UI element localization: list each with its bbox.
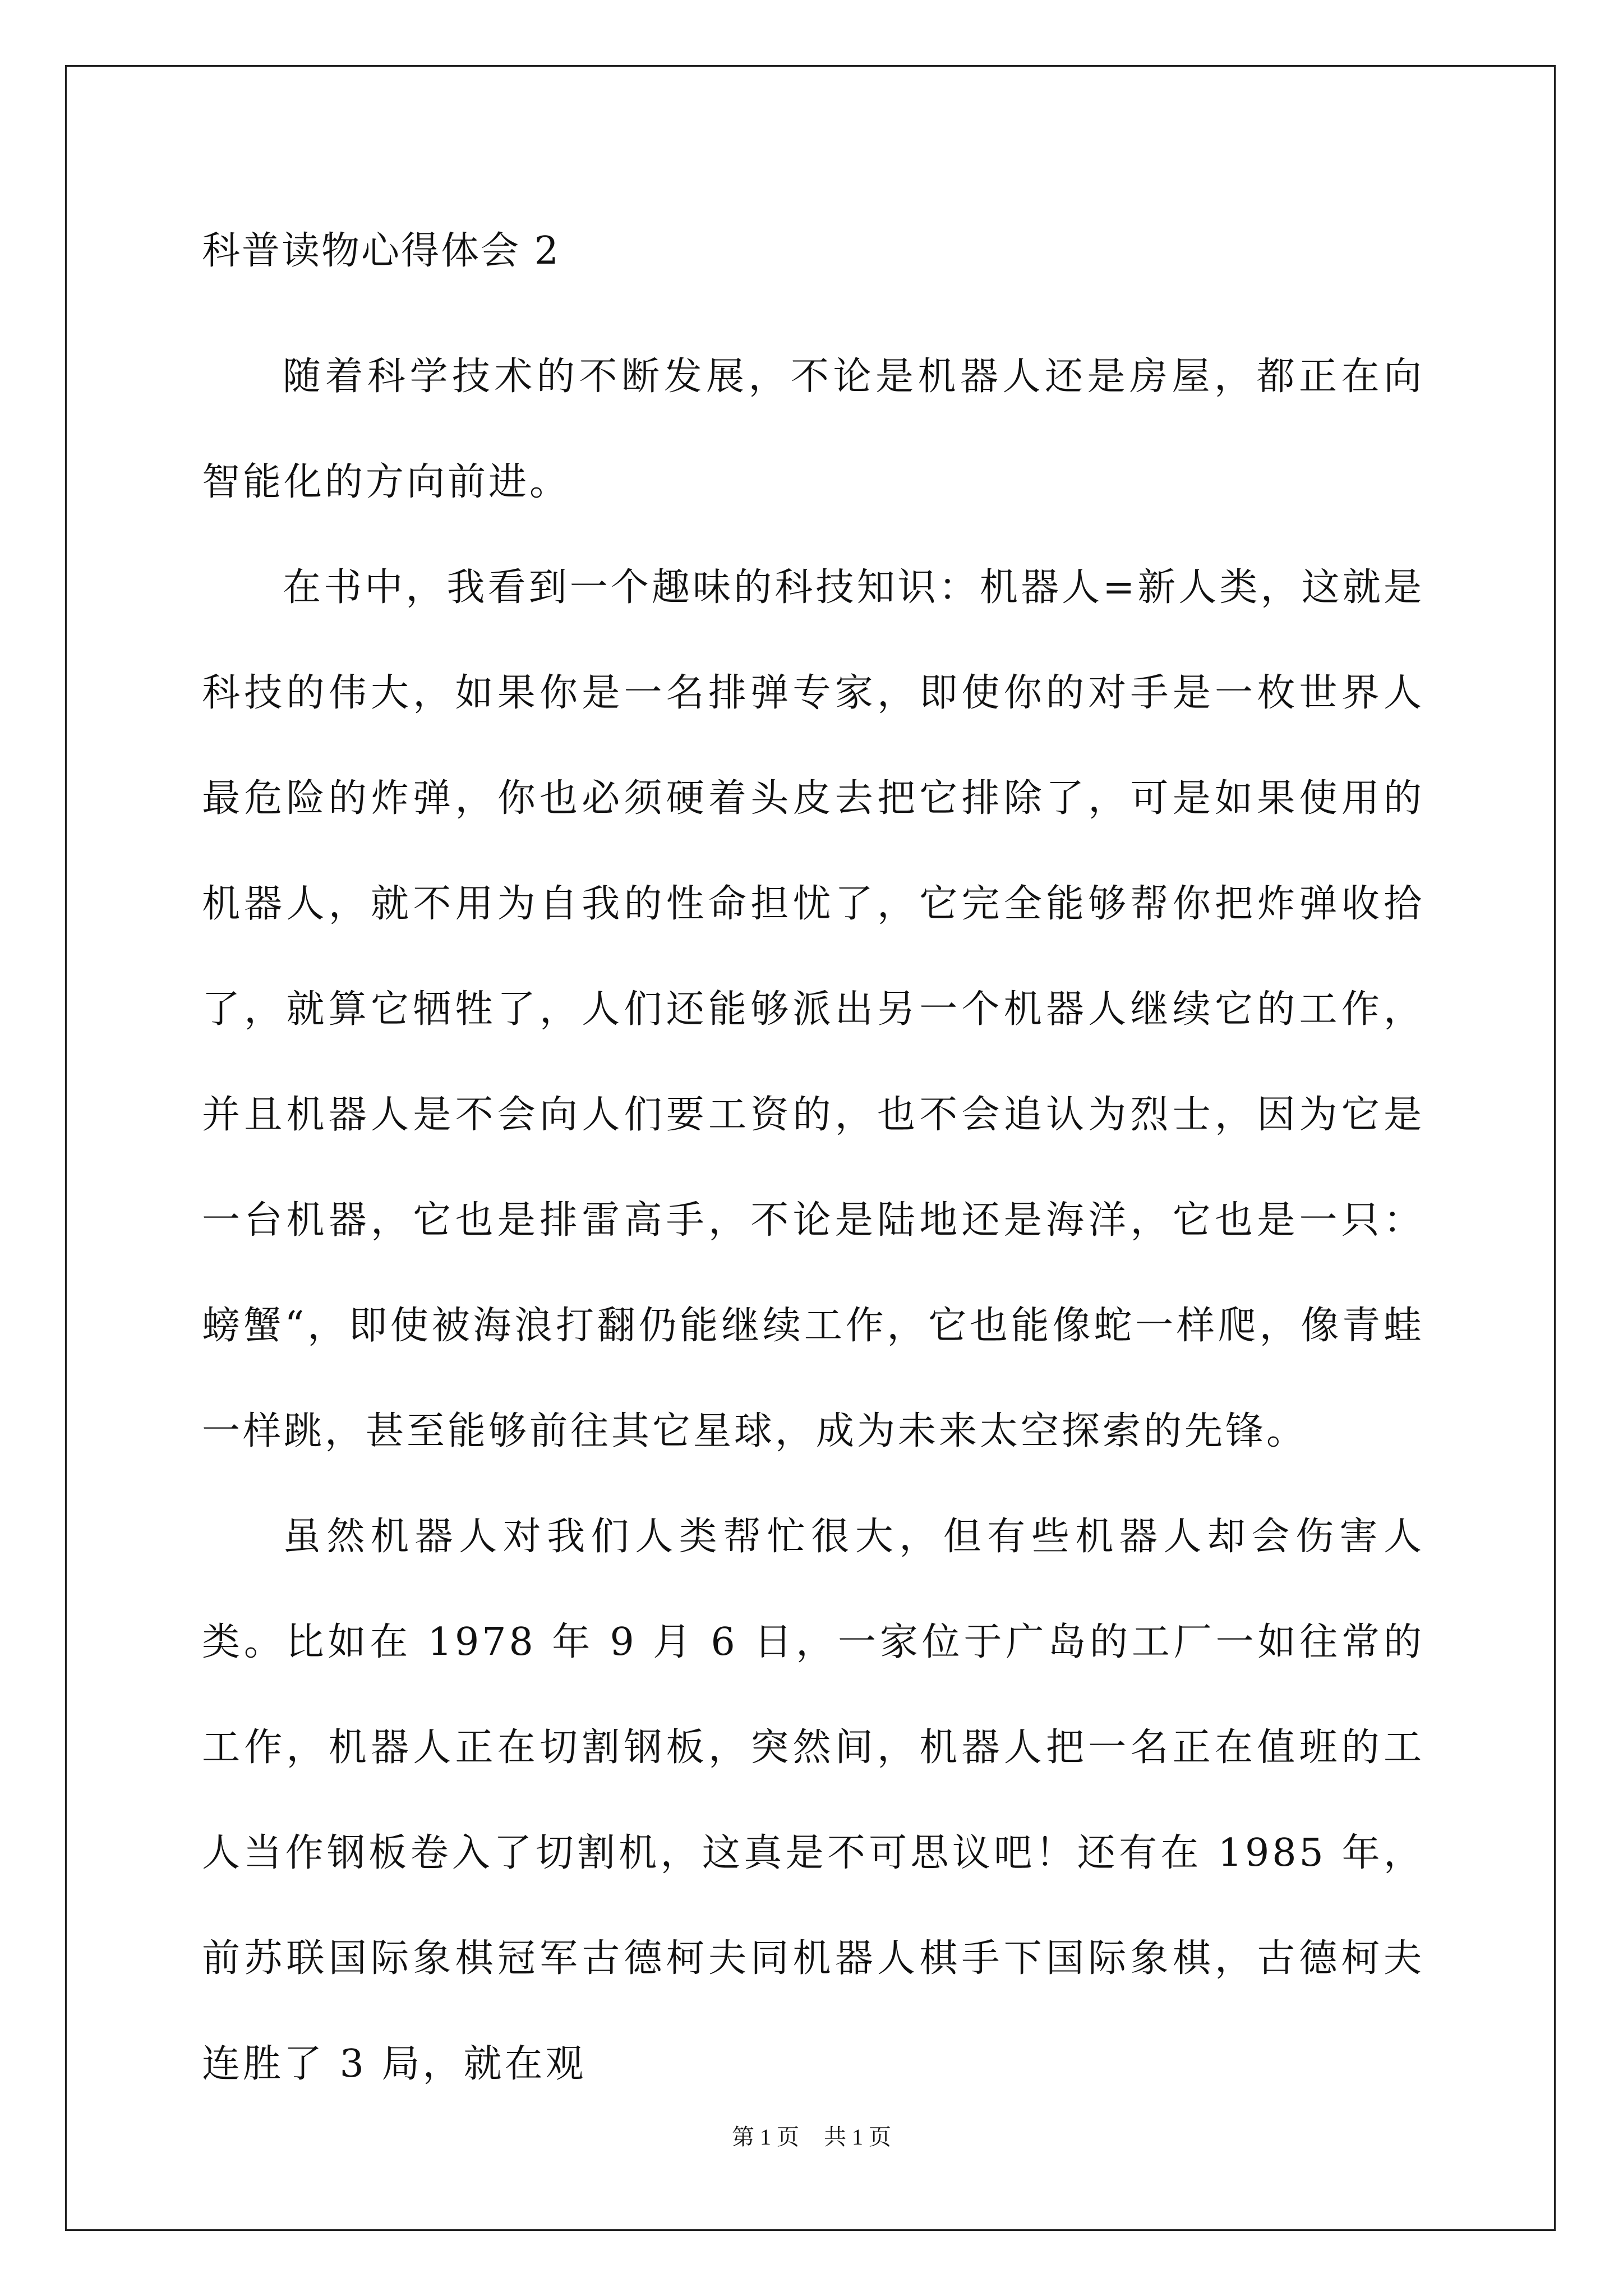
document-title: 科普读物心得体会 2 xyxy=(202,229,560,273)
page-total: 共 1 页 xyxy=(824,2124,891,2150)
document-body xyxy=(202,218,1424,2117)
page-footer xyxy=(0,2120,1623,2154)
paragraph: 在书中，我看到一个趣味的科技知识：机器人=新人类，这就是科技的伟大，如果你是一名排弹专家，即使你的对手是一枚世界人最危险的炸弹，你也必须硬着头皮去把它排除了，可是如果使用的机器人，就不用为自我的性命担忧了，它完全能够帮你把炸弹收拾了，就算它牺牲了，人们还能够派出另一个机器人继续它的工作，并且机器人是不会向人们要工资的，也不会追认为烈士，因为它是一台机器，它也是排雷高手，不论是陆地还是海洋，它也是一只：螃蟹“，即使被海浪打翻仍能继续工作，它也能像蛇一样爬，像青蛙一样跳，甚至能够前往其它星球，成为未来太空探索的先锋。 xyxy=(202,565,1424,1453)
page-number: 第 1 页 xyxy=(732,2124,799,2150)
paragraph: 虽然机器人对我们人类帮忙很大，但有些机器人却会伤害人类。比如在 1978 年 9 月 6 日，一家位于广岛的工厂一如往常的工作，机器人正在切割钢板，突然间，机器人把一名正在值班的工人当作钢板卷入了切割机，这真是不可思议吧！还有在 1985 年，前苏联国际象棋冠军古德柯夫同机器人棋手下国际象棋，古德柯夫连胜了 3 局，就在观 xyxy=(202,1515,1424,2086)
paragraph: 随着科学技术的不断发展，不论是机器人还是房屋，都正在向智能化的方向前进。 xyxy=(202,355,1424,504)
